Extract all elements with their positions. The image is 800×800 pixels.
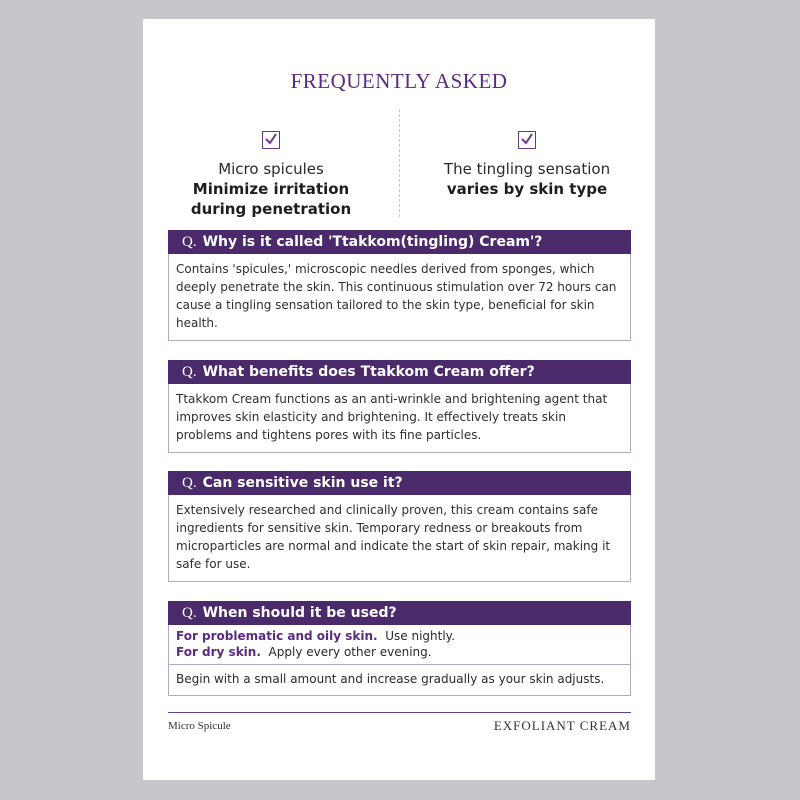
faq-question xyxy=(168,471,631,495)
q-prefix: Q. xyxy=(182,234,197,250)
faq-card xyxy=(143,19,655,780)
faq-item-2 xyxy=(168,360,631,453)
usage-item xyxy=(176,644,623,660)
faq-item-1 xyxy=(168,230,631,341)
checkbox-icon xyxy=(518,131,536,149)
usage-text: Use nightly. xyxy=(385,629,455,643)
question-text: Can sensitive skin use it? xyxy=(202,475,403,491)
page-title: FREQUENTLY ASKED xyxy=(290,69,508,93)
footer-product: EXFOLIANT CREAM xyxy=(493,718,631,733)
usage-list xyxy=(168,625,631,665)
faq-question xyxy=(168,360,631,384)
feature-micro-spicules xyxy=(143,131,399,219)
feature-line1: Micro spicules xyxy=(218,160,324,178)
faq-answer: Contains 'spicules,' microscopic needles derived from sponges, which deeply penetrate the skin. This continuous stimulation over 72 hours can cause a tingling sensation tailored to the skin type, beneficial for skin health. xyxy=(168,254,631,341)
q-prefix: Q. xyxy=(182,364,197,380)
usage-label: For problematic and oily skin. xyxy=(176,629,378,643)
feature-line2b: during penetration xyxy=(190,200,352,218)
question-text: What benefits does Ttakkom Cream offer? xyxy=(202,364,535,380)
feature-line1: The tingling sensation xyxy=(443,160,611,178)
feature-tingling xyxy=(399,131,655,199)
usage-note: Begin with a small amount and increase gradually as your skin adjusts. xyxy=(168,665,631,696)
faq-item-3 xyxy=(168,471,631,582)
checkbox-icon xyxy=(262,131,280,149)
feature-line2a: varies by skin type xyxy=(446,180,608,198)
feature-line2a: Minimize irritation xyxy=(192,180,350,198)
footer-brand: Micro Spicule xyxy=(168,720,231,732)
usage-item xyxy=(176,628,623,644)
usage-text: Apply every other evening. xyxy=(268,645,432,659)
faq-question xyxy=(168,601,631,625)
question-text: Why is it called 'Ttakkom(tingling) Cream'? xyxy=(202,234,543,250)
faq-answer: Extensively researched and clinically proven, this cream contains safe ingredients for sensitive skin. Temporary redness or breakouts from microparticles are normal and indicate the start of skin repair, making it safe for use. xyxy=(168,495,631,582)
faq-answer: Ttakkom Cream functions as an anti-wrinkle and brightening agent that improves skin elasticity and brightening. It effectively treats skin problems and tightens pores with its fine particles. xyxy=(168,384,631,453)
q-prefix: Q. xyxy=(182,475,197,491)
q-prefix: Q. xyxy=(182,605,197,621)
faq-item-4 xyxy=(168,601,631,696)
footer-divider xyxy=(168,712,631,713)
faq-question xyxy=(168,230,631,254)
question-text: When should it be used? xyxy=(202,605,397,621)
usage-label: For dry skin. xyxy=(176,645,261,659)
